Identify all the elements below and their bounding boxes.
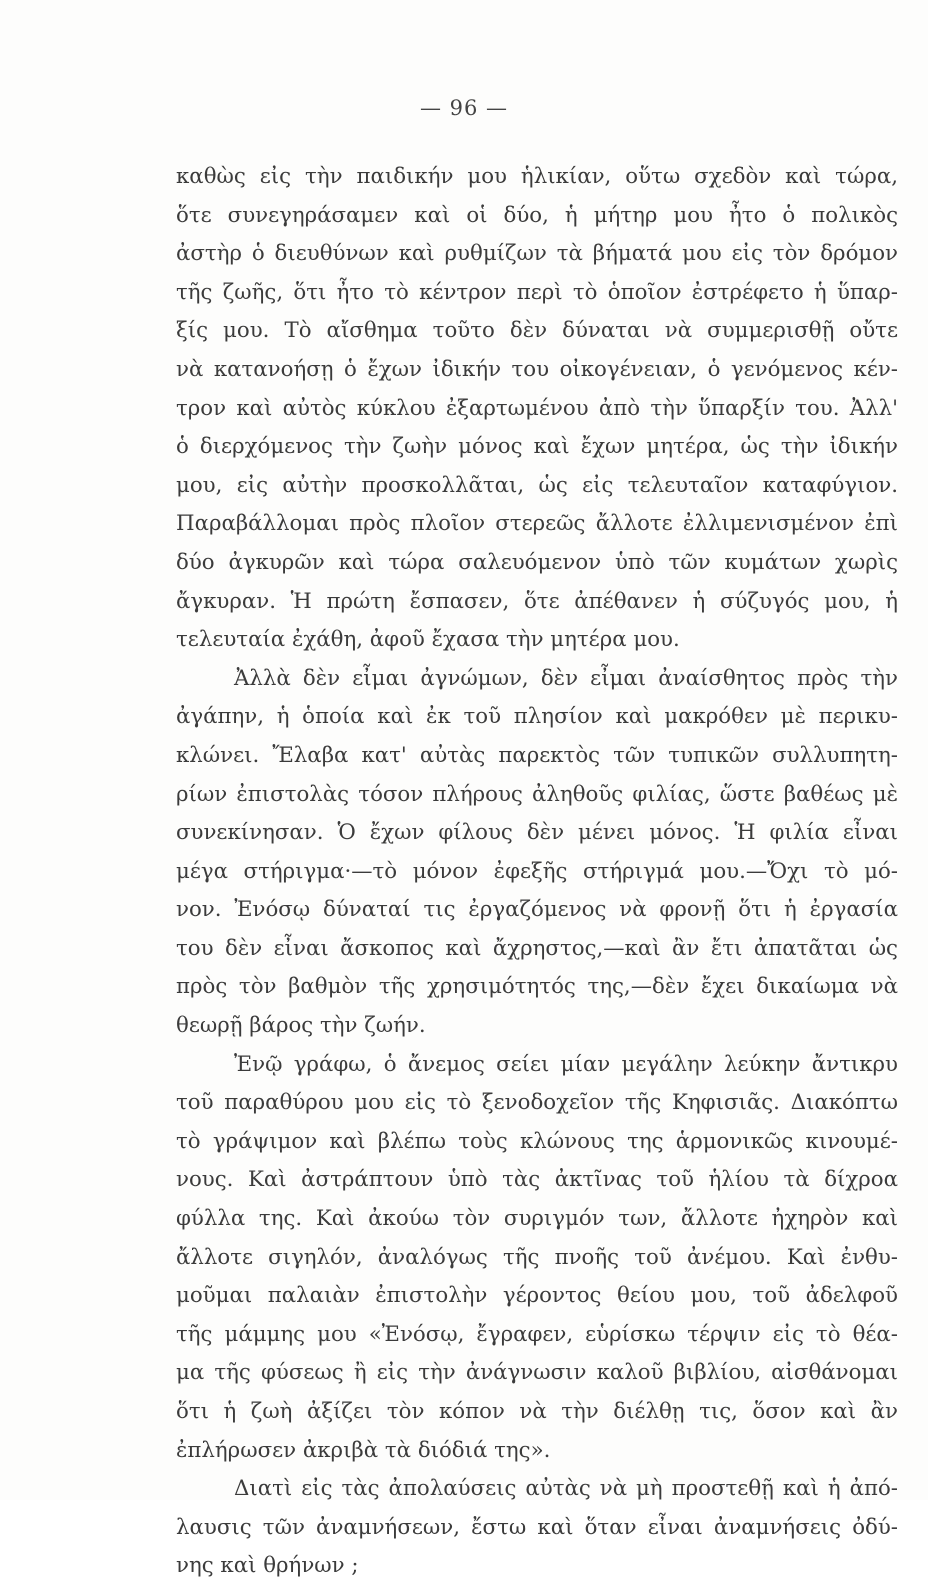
text-line: ἀστὴρ ὁ διευθύνων καὶ ρυθμίζων τὰ βήματά μου εἰς τὸν δρόμον: [176, 241, 898, 267]
paragraph-start-line: Διατὶ εἰς τὰς ἀπολαύσεις αὐτὰς νὰ μὴ προστεθῇ καὶ ἡ ἀπό-: [234, 1476, 898, 1502]
text-line: Παραβάλλομαι πρὸς πλοῖον στερεῶς ἄλλοτε ἐλλιμενισμένον ἐπὶ: [176, 511, 898, 537]
text-line: ὅτι ἡ ζωὴ ἀξίζει τὸν κόπον νὰ τὴν διέλθῃ τις, ὅσον καὶ ἂν: [176, 1399, 898, 1424]
text-line: καθὼς εἰς τὴν παιδικήν μου ἡλικίαν, οὕτω σχεδὸν καὶ τώρα,: [176, 164, 898, 189]
text-line: τελευταία ἐχάθη, ἀφοῦ ἔχασα τὴν μητέρα μου.: [176, 627, 680, 653]
text-line: πρὸς τὸν βαθμὸν τῆς χρησιμότητός της,—δὲν ἔχει δικαίωμα νὰ: [176, 974, 898, 1000]
text-line: τρον καὶ αὐτὸς κύκλου ἐξαρτωμένου ἀπὸ τὴν ὕπαρξίν του. Ἀλλ': [176, 395, 898, 421]
text-line: νον. Ἐνόσῳ δύναταί τις ἐργαζόμενος νὰ φρονῇ ὅτι ἡ ἐργασία: [176, 897, 898, 923]
text-line: μοῦμαι παλαιὰν ἐπιστολὴν γέροντος θείου μου, τοῦ ἀδελφοῦ: [176, 1283, 898, 1309]
body-text: [176, 158, 898, 1586]
text-line: ρίων ἐπιστολὰς τόσον πλήρους ἀληθοῦς φιλίας, ὥστε βαθέως μὲ: [176, 781, 898, 807]
text-line: του δὲν εἶναι ἄσκοπος καὶ ἄχρηστος,—καὶ ἂν ἔτι ἀπατᾶται ὡς: [176, 935, 898, 961]
text-line: ἄλλοτε σιγηλόν, ἀναλόγως τῆς πνοῆς τοῦ ἀνέμου. Καὶ ἐνθυ-: [176, 1244, 898, 1270]
paragraph-start-line: Ἀλλὰ δὲν εἶμαι ἀγνώμων, δὲν εἶμαι ἀναίσθητος πρὸς τὴν: [234, 665, 898, 691]
text-line: ἀγάπην, ἡ ὁποία καὶ ἐκ τοῦ πλησίον καὶ μακρόθεν μὲ περικυ-: [176, 704, 898, 730]
text-line: νὰ κατανοήσῃ ὁ ἔχων ἰδικήν του οἰκογένειαν, ὁ γενόμενος κέν-: [176, 356, 898, 382]
text-line: τοῦ παραθύρου μου εἰς τὸ ξενοδοχεῖον τῆς Κηφισιᾶς. Διακόπτω: [176, 1090, 898, 1116]
text-line: ξίς μου. Τὸ αἴσθημα τοῦτο δὲν δύναται νὰ συμμερισθῇ οὔτε: [176, 318, 898, 344]
text-line: μα τῆς φύσεως ἢ εἰς τὴν ἀνάγνωσιν καλοῦ βιβλίου, αἰσθάνομαι: [176, 1360, 898, 1386]
text-line: κλώνει. Ἔλαβα κατ' αὐτὰς παρεκτὸς τῶν τυπικῶν συλλυπητη-: [176, 742, 898, 768]
text-line: νους. Καὶ ἀστράπτουν ὑπὸ τὰς ἀκτῖνας τοῦ ἡλίου τὰ δίχροα: [176, 1167, 898, 1193]
page-number: — 96 —: [419, 96, 509, 120]
text-line: νης καὶ θρήνων ;: [176, 1553, 359, 1579]
text-line: μέγα στήριγμα·—τὸ μόνον ἐφεξῆς στήριγμά μου.—Ὄχι τὸ μό-: [176, 858, 898, 884]
text-line: δύο ἀγκυρῶν καὶ τώρα σαλευόμενον ὑπὸ τῶν κυμάτων χωρὶς: [176, 549, 898, 575]
text-line: ἐπλήρωσεν ἀκριβὰ τὰ διόδιά της».: [176, 1437, 551, 1463]
text-line: θεωρῇ βάρος τὴν ζωήν.: [176, 1013, 426, 1039]
text-line: τὸ γράψιμον καὶ βλέπω τοὺς κλώνους της ἁρμονικῶς κινουμέ-: [176, 1128, 898, 1154]
text-line: ὁ διερχόμενος τὴν ζωὴν μόνος καὶ ἔχων μητέρα, ὡς τὴν ἰδικήν: [176, 434, 898, 460]
text-line: ὅτε συνεγηράσαμεν καὶ οἱ δύο, ἡ μήτηρ μου ἦτο ὁ πολικὸς: [176, 202, 898, 228]
text-line: τῆς μάμμης μου «Ἐνόσῳ, ἔγραφεν, εὑρίσκω τέρψιν εἰς τὸ θέα-: [176, 1321, 898, 1347]
text-line: λαυσις τῶν ἀναμνήσεων, ἔστω καὶ ὅταν εἶναι ἀναμνήσεις ὀδύ-: [176, 1514, 898, 1540]
text-line: ἄγκυραν. Ἡ πρώτη ἔσπασεν, ὅτε ἀπέθανεν ἡ σύζυγός μου, ἡ: [176, 588, 898, 614]
text-line: τῆς ζωῆς, ὅτι ἦτο τὸ κέντρον περὶ τὸ ὁποῖον ἐστρέφετο ἡ ὕπαρ-: [176, 279, 898, 305]
paragraph-start-line: Ἐνῷ γράφω, ὁ ἄνεμος σείει μίαν μεγάλην λεύκην ἄντικρυ: [234, 1051, 898, 1077]
text-line: φύλλα της. Καὶ ἀκούω τὸν συριγμόν των, ἄλλοτε ἠχηρὸν καὶ: [176, 1206, 898, 1232]
text-line: μου, εἰς αὐτὴν προσκολλᾶται, ὡς εἰς τελευταῖον καταφύγιον.: [176, 472, 898, 498]
text-line: συνεκίνησαν. Ὁ ἔχων φίλους δὲν μένει μόνος. Ἡ φιλία εἶναι: [176, 820, 898, 846]
